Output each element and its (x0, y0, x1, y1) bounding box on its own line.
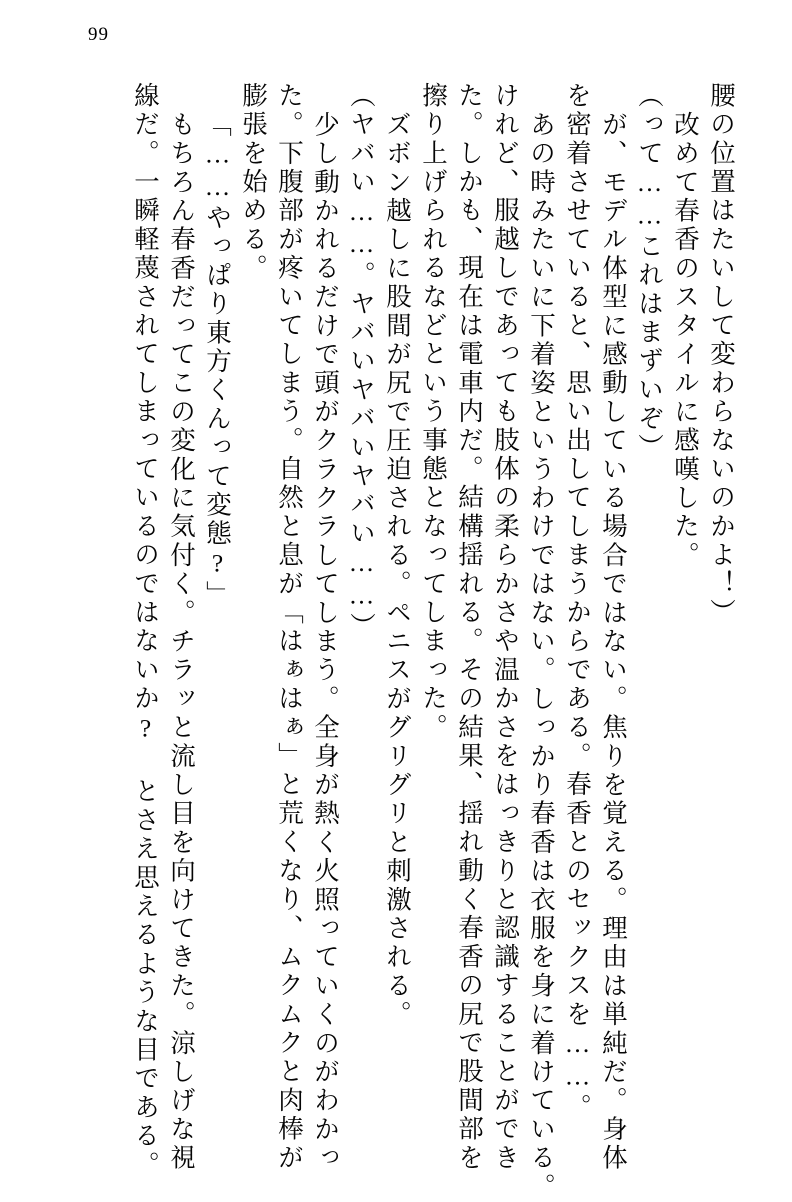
text-column: が、モデル体型に感動している場合ではない。焦りを覚える。理由は単純だ。身体 (599, 111, 628, 1173)
page-number: 99 (88, 24, 109, 45)
text-column: 擦り上げられるなどという事態となってしまった。 (419, 82, 448, 743)
text-column: 腰の位置はたいして変わらないのかよ！） (707, 82, 736, 628)
vertical-text-body (44, 82, 736, 1202)
text-column: （ヤバい……。ヤバいヤバいヤバい……） (347, 82, 376, 642)
text-column: 少し動かれるだけで頭がクラクラしてしまう。全身が熱く火照っていくのがわかっ (311, 111, 340, 1173)
text-column: 線だ。一瞬軽蔑されてしまっているのではないか? とさえ思えるような目である。 (131, 82, 160, 1180)
text-column: もちろん春香だってこの変化に気付く。チラッと流し目を向けてきた。涼しげな視 (167, 111, 196, 1173)
text-column: た。しかも、現在は電車内だ。結構揺れる。その結果、揺れ動く春香の尻で股間部を (455, 82, 484, 1173)
text-column: 膨張を始める。 (239, 82, 268, 283)
text-column: けれど、服越しであっても肢体の柔らかさや温かさをはっきりと認識することができ (491, 82, 520, 1173)
text-column: 「……やっぱり東方くんって変態?」 (203, 111, 232, 610)
text-column: （って……これはまずいぞ） (635, 82, 664, 463)
text-column: た。下腹部が疼いてしまう。自然と息が「はぁはぁ」と荒くなり、ムクムクと肉棒が (275, 82, 304, 1173)
text-column: 改めて春香のスタイルに感嘆した。 (671, 111, 700, 571)
text-column: を密着させていると、思い出してしまうからである。春香とのセックスを……。 (563, 82, 592, 1123)
text-column: あの時みたいに下着姿というわけではない。しっかり春香は衣服を身に着けている。 (527, 111, 556, 1202)
text-column: ズボン越しに股間が尻で圧迫される。ペニスがグリグリと刺激される。 (383, 111, 412, 1030)
